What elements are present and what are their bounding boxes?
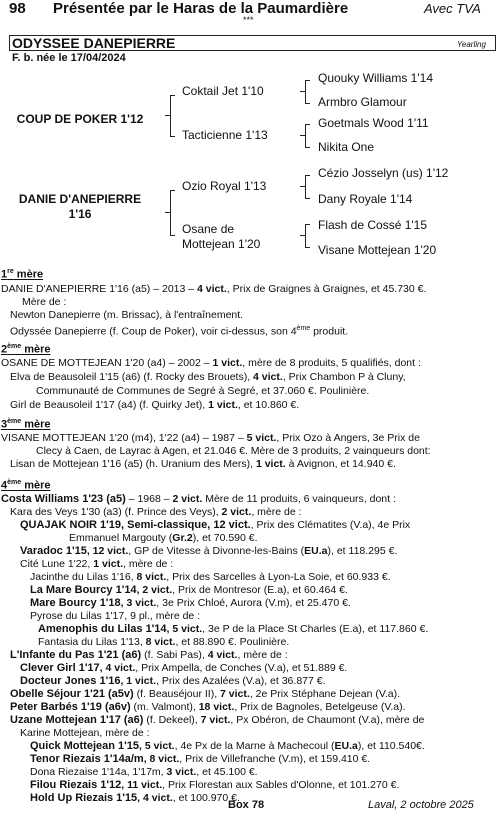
sd-dam: Nikita One	[318, 140, 375, 154]
bracket-sire-tick	[165, 115, 170, 116]
bracket-sd-tick	[300, 135, 305, 136]
bracket-sire	[170, 95, 175, 137]
m4-line-24: Hold Up Riezais 1'15, 4 vict., et 100.970 €.	[30, 792, 240, 804]
m1-line-1: DANIE D'ANEPIERRE 1'16 (a5) – 2013 – 4 vict., Prix de Graignes à Graignes, et 45.730 €.	[1, 283, 427, 295]
m3-line-1: VISANE MOTTEJEAN 1'20 (m4), 1'22 (a4) – 1987 – 5 vict., Prix Ozo à Angers, 3e Prix de	[1, 432, 420, 444]
m4-line-4: Emmanuel Margouty (Gr.2), et 70.590 €.	[69, 532, 258, 544]
tva-label: Avec TVA	[424, 1, 481, 16]
bracket-ss-tick	[300, 91, 305, 92]
m4-line-5: Varadoc 1'15, 12 vict., GP de Vitesse à Divonne-les-Bains (EU.a), et 118.295 €.	[20, 545, 398, 557]
section-2eme-mere: 2ème mère	[1, 343, 51, 356]
m2-line-3: Communauté de Communes de Segré à Segré, et 37.060 €. Poulinière.	[36, 385, 370, 397]
birth-info: F. b. née le 17/04/2024	[12, 52, 126, 64]
ss-dam: Armbro Glamour	[318, 95, 407, 109]
m4-line-7: Jacinthe du Lilas 1'16, 8 vict., Prix des Sarcelles à Lyon-La Soie, et 60.933 €.	[30, 571, 391, 583]
ds-sire: Cézio Josselyn (us) 1'12	[318, 166, 449, 180]
bracket-dd	[305, 224, 310, 248]
section-1re-mere: 1re mère	[1, 268, 44, 281]
bracket-sd	[305, 124, 310, 148]
m4-line-9: Mare Bourcy 1'18, 3 vict., 3e Prix Chloé, Aurora (V.m), et 25.470 €.	[30, 597, 351, 609]
sire-sire: Coktail Jet 1'10	[182, 84, 264, 98]
m1-line-4: Odyssée Danepierre (f. Coup de Poker), voir ci-dessus, son 4ème produit.	[10, 325, 349, 338]
m4-line-18: Uzane Mottejean 1'17 (a6) (f. Dekeel), 7 vict., Px Obéron, de Chaumont (V.a), mère de	[10, 714, 425, 726]
m4-line-17: Peter Barbés 1'19 (a6v) (m. Valmont), 18 vict., Prix de Bagnoles, Betelgeuse (V.a).	[10, 701, 406, 713]
m2-line-1: OSANE DE MOTTEJEAN 1'20 (a4) – 2002 – 1 vict., mère de 8 produits, 5 qualifiés, dont :	[1, 357, 421, 369]
m4-line-14: Clever Girl 1'17, 4 vict., Prix Ampella, de Conches (V.a), et 51.889 €.	[20, 662, 348, 674]
sd-sire: Goetmals Wood 1'11	[318, 116, 429, 130]
m4-line-16: Obelle Séjour 1'21 (a5v) (f. Beauséjour II), 7 vict., 2e Prix Stéphane Dejean (V.a).	[10, 688, 401, 700]
m4-line-13: L'Infante du Pas 1'21 (a6) (f. Sabi Pas), 4 vict., mère de :	[10, 649, 288, 661]
sire-dam: Tacticienne 1'13	[182, 128, 268, 142]
dam-record: 1'16	[68, 207, 92, 221]
dd-sire: Flash de Cossé 1'15	[318, 218, 428, 232]
lot-number: 98	[9, 0, 26, 17]
m4-line-3: QUAJAK NOIR 1'19, Semi-classique, 12 vict., Prix des Clématites (V.a), 4e Prix	[20, 519, 411, 531]
m1-line-2: Mère de :	[22, 296, 67, 308]
m4-line-2: Kara des Veys 1'30 (a3) (f. Prince des Veys), 2 vict., mère de :	[10, 506, 302, 518]
dam-dam-line1: Osane de	[182, 222, 235, 236]
bracket-dd-tick	[300, 235, 305, 236]
m4-line-20: Quick Mottejean 1'15, 5 vict., 4e Px de la Marne à Machecoul (EU.a), et 110.540€.	[30, 740, 425, 752]
section-3eme-mere: 3ème mère	[1, 418, 51, 431]
m3-line-2: Clecy à Caen, de Layrac à Agen, et 21.046 €. Mère de 3 produits, 2 vainqueurs dont:	[36, 445, 431, 457]
m4-line-23: Filou Riezais 1'12, 11 vict., Prix Florestan aux Sables d'Olonne, et 101.270 €.	[30, 779, 400, 791]
dam-name: DANIE D'ANEPIERRE	[18, 192, 142, 206]
box-number: Box 78	[228, 799, 265, 811]
section-4eme-mere: 4ème mère	[1, 479, 51, 492]
stars-separator: ***	[243, 15, 254, 25]
dd-dam: Visane Mottejean 1'20	[318, 243, 437, 257]
m4-line-21: Tenor Riezais 1'14a/m, 8 vict., Prix de Villefranche (V.m), et 159.410 €.	[30, 753, 371, 765]
bracket-dam	[170, 190, 175, 236]
m4-line-19: Karine Mottejean, mère de :	[20, 727, 150, 739]
dam-sire: Ozio Royal 1'13	[182, 179, 267, 193]
sale-place-date: Laval, 2 octobre 2025	[368, 799, 474, 811]
m4-line-6: Cité Lune 1'22, 1 vict., mère de :	[20, 558, 174, 570]
m4-line-22: Dona Riezaise 1'14a, 1'17m, 3 vict., et 45.100 €.	[30, 766, 258, 778]
sire-name: COUP DE POKER 1'12	[16, 112, 144, 126]
m4-line-12: Fantasia du Lilas 1'13, 8 vict., et 88.890 €. Poulinière.	[38, 636, 290, 648]
horse-name: ODYSSEE DANEPIERRE	[12, 35, 176, 51]
bracket-ss	[305, 80, 310, 104]
m1-line-3: Newton Danepierre (m. Brissac), à l'entraînement.	[10, 309, 244, 321]
m4-line-10: Pyrose du Lilas 1'17, 9 pl., mère de :	[30, 610, 201, 622]
m3-line-3: Lisan de Mottejean 1'16 (a5) (h. Uranium des Mers), 1 vict. à Avignon, et 14.940 €.	[10, 458, 396, 470]
dam-dam-line2: Mottejean 1'20	[182, 237, 261, 251]
ss-sire: Quouky Williams 1'14	[318, 71, 433, 85]
bracket-ds	[305, 175, 310, 199]
m4-line-1: Costa Williams 1'23 (a5) – 1968 – 2 vict. Mère de 11 produits, 6 vainqueurs, dont :	[1, 493, 396, 505]
m4-line-11: Amenophis du Lilas 1'14, 5 vict., 3e P de la Place St Charles (E.a), et 117.860 €.	[38, 623, 429, 635]
presenter-title: Présentée par le Haras de la Paumardière	[53, 0, 349, 17]
m4-line-15: Docteur Jones 1'16, 1 vict., Prix des Azalées (V.a), et 36.877 €.	[20, 675, 326, 687]
m4-line-8: La Mare Bourcy 1'14, 2 vict., Prix de Montresor (E.a), et 60.464 €.	[30, 584, 348, 596]
m2-line-2: Elva de Beausoleil 1'15 (a6) (f. Rocky des Brouets), 4 vict., Prix Chambon P à Cluny,	[10, 371, 406, 383]
ds-dam: Dany Royale 1'14	[318, 192, 413, 206]
category-label: Yearling	[457, 40, 486, 49]
bracket-ds-tick	[300, 186, 305, 187]
bracket-dam-tick	[165, 212, 170, 213]
m2-line-4: Girl de Beausoleil 1'17 (a4) (f. Quirky Jet), 1 vict., et 10.860 €.	[10, 399, 300, 411]
